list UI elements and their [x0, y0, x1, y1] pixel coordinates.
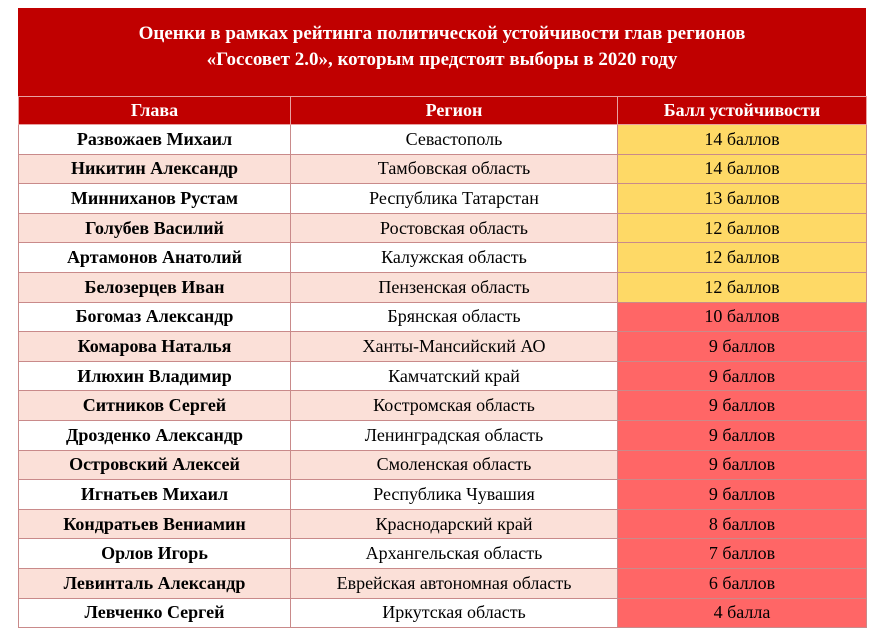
region-cell: Калужская область	[291, 243, 618, 273]
table-row	[19, 539, 867, 569]
score-cell: 4 балла	[618, 598, 867, 628]
score-cell: 13 баллов	[618, 184, 867, 214]
score-cell: 9 баллов	[618, 391, 867, 421]
table-row	[19, 480, 867, 510]
region-cell: Республика Чувашия	[291, 480, 618, 510]
table-row	[19, 450, 867, 480]
region-cell: Брянская область	[291, 302, 618, 332]
score-cell: 9 баллов	[618, 480, 867, 510]
score-cell: 8 баллов	[618, 509, 867, 539]
table-row	[19, 420, 867, 450]
leader-name-cell: Илюхин Владимир	[19, 361, 291, 391]
table-body	[19, 125, 867, 628]
rating-table	[18, 96, 867, 628]
header-score: Балл устойчивости	[618, 97, 867, 125]
leader-name-cell: Левченко Сергей	[19, 598, 291, 628]
score-cell: 10 баллов	[618, 302, 867, 332]
leader-name-cell: Дрозденко Александр	[19, 420, 291, 450]
score-cell: 12 баллов	[618, 213, 867, 243]
score-cell: 12 баллов	[618, 272, 867, 302]
score-cell: 12 баллов	[618, 243, 867, 273]
leader-name-cell: Белозерцев Иван	[19, 272, 291, 302]
region-cell: Тамбовская область	[291, 154, 618, 184]
leader-name-cell: Ситников Сергей	[19, 391, 291, 421]
leader-name-cell: Минниханов Рустам	[19, 184, 291, 214]
region-cell: Архангельская область	[291, 539, 618, 569]
header-name: Глава	[19, 97, 291, 125]
table-row	[19, 125, 867, 155]
leader-name-cell: Голубев Василий	[19, 213, 291, 243]
region-cell: Смоленская область	[291, 450, 618, 480]
table-row	[19, 598, 867, 628]
rating-table-container	[18, 8, 866, 628]
leader-name-cell: Игнатьев Михаил	[19, 480, 291, 510]
leader-name-cell: Развожаев Михаил	[19, 125, 291, 155]
leader-name-cell: Комарова Наталья	[19, 332, 291, 362]
score-cell: 9 баллов	[618, 361, 867, 391]
table-row	[19, 332, 867, 362]
leader-name-cell: Богомаз Александр	[19, 302, 291, 332]
score-cell: 9 баллов	[618, 450, 867, 480]
region-cell: Ханты-Мансийский АО	[291, 332, 618, 362]
table-row	[19, 243, 867, 273]
leader-name-cell: Орлов Игорь	[19, 539, 291, 569]
region-cell: Ростовская область	[291, 213, 618, 243]
region-cell: Пензенская область	[291, 272, 618, 302]
region-cell: Иркутская область	[291, 598, 618, 628]
score-cell: 6 баллов	[618, 568, 867, 598]
leader-name-cell: Левинталь Александр	[19, 568, 291, 598]
table-row	[19, 302, 867, 332]
title-line-2: «Госсовет 2.0», которым предстоят выборы в 2020 году	[206, 49, 678, 70]
leader-name-cell: Артамонов Анатолий	[19, 243, 291, 273]
leader-name-cell: Островский Алексей	[19, 450, 291, 480]
region-cell: Камчатский край	[291, 361, 618, 391]
score-cell: 14 баллов	[618, 154, 867, 184]
score-cell: 14 баллов	[618, 125, 867, 155]
region-cell: Костромская область	[291, 391, 618, 421]
region-cell: Республика Татарстан	[291, 184, 618, 214]
header-row	[19, 97, 867, 125]
score-cell: 9 баллов	[618, 332, 867, 362]
table-row	[19, 361, 867, 391]
region-cell: Севастополь	[291, 125, 618, 155]
table-row	[19, 213, 867, 243]
region-cell: Краснодарский край	[291, 509, 618, 539]
score-cell: 7 баллов	[618, 539, 867, 569]
table-row	[19, 391, 867, 421]
table-row	[19, 184, 867, 214]
leader-name-cell: Кондратьев Вениамин	[19, 509, 291, 539]
table-row	[19, 272, 867, 302]
region-cell: Еврейская автономная область	[291, 568, 618, 598]
table-row	[19, 568, 867, 598]
title-line-1: Оценки в рамках рейтинга политической устойчивости глав регионов	[138, 23, 746, 44]
table-row	[19, 509, 867, 539]
table-title	[18, 8, 866, 96]
leader-name-cell: Никитин Александр	[19, 154, 291, 184]
table-row	[19, 154, 867, 184]
score-cell: 9 баллов	[618, 420, 867, 450]
header-region: Регион	[291, 97, 618, 125]
region-cell: Ленинградская область	[291, 420, 618, 450]
